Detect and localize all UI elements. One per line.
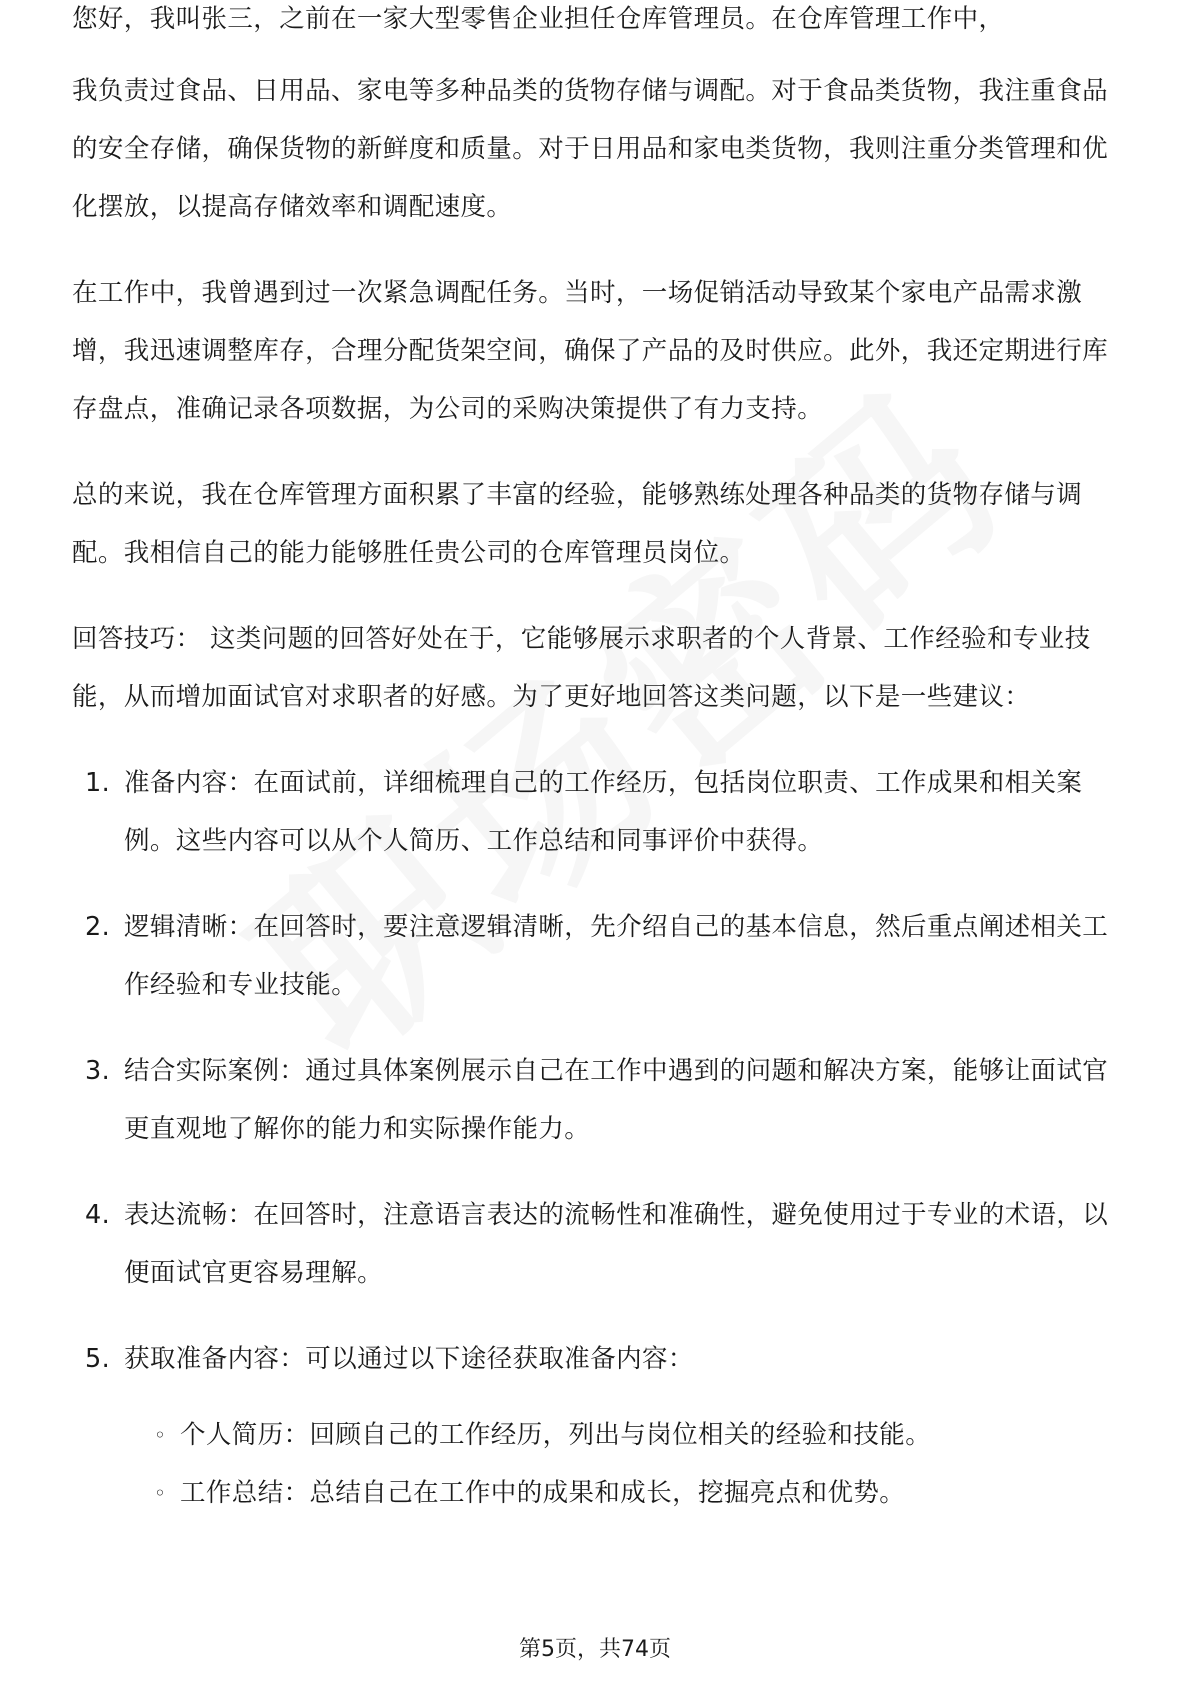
page-footer xyxy=(0,1632,1190,1663)
list-item-text: 表达流畅：在回答时，注意语言表达的流畅性和准确性，避免使用过于专业的术语，以便面试官更容易理解。 xyxy=(124,1200,1109,1288)
list-item xyxy=(72,1330,1122,1388)
sub-list-item-text: 个人简历：回顾自己的工作经历，列出与岗位相关的经验和技能。 xyxy=(180,1420,932,1450)
sub-list-item-text: 工作总结：总结自己在工作中的成果和成长，挖掘亮点和优势。 xyxy=(180,1478,906,1508)
list-item-text: 获取准备内容：可以通过以下途径获取准备内容： xyxy=(124,1344,694,1374)
list-item-number: 5. xyxy=(85,1344,111,1374)
list-item xyxy=(72,754,1122,870)
paragraph-urgent-task: 在工作中，我曾遇到过一次紧急调配任务。当时，一场促销活动导致某个家电产品需求激增，我迅速调整库存，合理分配货架空间，确保了产品的及时供应。此外，我还定期进行库存盘点，准确记录各项数据，为公司的采购决策提供了有力支持。 xyxy=(72,278,1109,424)
list-item-number: 1. xyxy=(85,768,111,798)
list-item-number: 4. xyxy=(85,1200,111,1230)
list-item-number: 3. xyxy=(85,1056,111,1086)
sub-list-item xyxy=(72,1464,1122,1522)
bullet-icon: ◦ xyxy=(154,1481,167,1505)
page-content xyxy=(72,4,1122,1522)
list-item-text: 结合实际案例：通过具体案例展示自己在工作中遇到的问题和解决方案，能够让面试官更直观地了解你的能力和实际操作能力。 xyxy=(124,1056,1109,1144)
list-item xyxy=(72,1042,1122,1158)
bullet-icon: ◦ xyxy=(154,1423,167,1447)
paragraph-answer-tips: 回答技巧： 这类问题的回答好处在于，它能够展示求职者的个人背景、工作经验和专业技能，从而增加面试官对求职者的好感。为了更好地回答这类问题，以下是一些建议： xyxy=(72,624,1091,712)
list-item xyxy=(72,1186,1122,1302)
tips-list xyxy=(72,754,1122,1388)
sub-list-item xyxy=(72,1406,1122,1464)
list-item-number: 2. xyxy=(85,912,111,942)
page-number: 第5页，共74页 xyxy=(519,1637,671,1662)
list-item-text: 准备内容：在面试前，详细梳理自己的工作经历，包括岗位职责、工作成果和相关案例。这些内容可以从个人简历、工作总结和同事评价中获得。 xyxy=(124,768,1083,856)
paragraph-summary: 总的来说，我在仓库管理方面积累了丰富的经验，能够熟练处理各种品类的货物存储与调配。我相信自己的能力能够胜任贵公司的仓库管理员岗位。 xyxy=(72,480,1083,568)
paragraph-partial-top: 您好，我叫张三，之前在一家大型零售企业担任仓库管理员。在仓库管理工作中， xyxy=(72,4,1005,34)
list-item xyxy=(72,898,1122,1014)
sub-list xyxy=(72,1406,1122,1522)
paragraph-experience: 我负责过食品、日用品、家电等多种品类的货物存储与调配。对于食品类货物，我注重食品的安全存储，确保货物的新鲜度和质量。对于日用品和家电类货物，我则注重分类管理和优化摆放，以提高存储效率和调配速度。 xyxy=(72,76,1109,222)
list-item-text: 逻辑清晰：在回答时，要注意逻辑清晰，先介绍自己的基本信息，然后重点阐述相关工作经验和专业技能。 xyxy=(124,912,1109,1000)
